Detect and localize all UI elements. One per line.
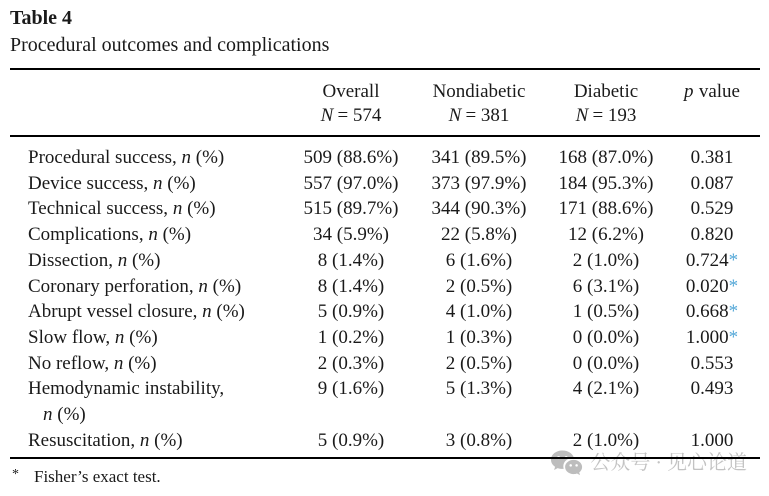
p-value: 0.668* (685, 301, 739, 323)
row-label-header (10, 69, 292, 136)
fisher-star-marker: * (728, 301, 739, 323)
p-value: 0.724* (685, 249, 739, 271)
column-header-diabetic: Diabetic N = 193 (548, 69, 664, 136)
column-header-nondiabetic: Nondiabetic N = 381 (410, 69, 548, 136)
table-row (10, 136, 760, 171)
overall-value: 557 (97.0%) (303, 172, 399, 194)
overall-value: 2 (0.3%) (317, 352, 385, 374)
diabetic-value: 0 (0.0%) (572, 352, 640, 374)
footnote-text: Fisher’s exact test. (34, 467, 161, 486)
p-value: 0.381 (690, 147, 734, 168)
nondiabetic-value: 341 (89.5%) (431, 147, 527, 168)
fisher-star-marker: * (728, 275, 739, 297)
row-label: Hemodynamic instability, n (%) (28, 378, 225, 426)
nondiabetic-value: 1 (0.3%) (445, 326, 513, 348)
fisher-star-marker: * (728, 326, 739, 348)
footnote-marker: * (12, 467, 19, 482)
diabetic-value: 1 (0.5%) (572, 301, 640, 323)
p-value: 0.553 (690, 352, 734, 374)
table-body (10, 136, 760, 458)
diabetic-value: 0 (0.0%) (572, 326, 640, 348)
diabetic-value: 184 (95.3%) (558, 172, 654, 194)
overall-value: 8 (1.4%) (317, 249, 385, 271)
overall-value: 5 (0.9%) (317, 429, 385, 451)
table-row (10, 171, 760, 197)
table-row (10, 196, 760, 222)
nondiabetic-value: 22 (5.8%) (441, 224, 517, 246)
column-header-overall: Overall N = 574 (292, 69, 410, 136)
nondiabetic-value: 2 (0.5%) (445, 275, 513, 297)
overall-value: 34 (5.9%) (313, 224, 389, 246)
row-label: Technical success, n (%) (28, 198, 216, 220)
p-value: 0.087 (690, 172, 734, 194)
nondiabetic-value: 4 (1.0%) (445, 301, 513, 323)
table-row (10, 222, 760, 248)
row-label: Abrupt vessel closure, n (%) (28, 301, 245, 323)
diabetic-value: 12 (6.2%) (568, 224, 644, 246)
footnote (12, 463, 161, 489)
nondiabetic-value: 373 (97.9%) (431, 172, 527, 194)
table-row (10, 299, 760, 325)
table-row (10, 248, 760, 274)
row-label: Device success, n (%) (28, 172, 196, 194)
row-label: Slow flow, n (%) (28, 326, 158, 348)
diabetic-value: 168 (87.0%) (558, 147, 654, 168)
p-value: 0.020* (685, 275, 739, 297)
nondiabetic-value: 344 (90.3%) (431, 198, 527, 220)
p-value: 0.529 (690, 198, 734, 220)
diabetic-value: 6 (3.1%) (572, 275, 640, 297)
nondiabetic-value: 3 (0.8%) (445, 429, 513, 451)
nondiabetic-value: 6 (1.6%) (445, 249, 513, 271)
table-row (10, 351, 760, 377)
overall-value: 509 (88.6%) (303, 147, 399, 168)
column-header-pvalue: p value (664, 69, 760, 136)
overall-value: 9 (1.6%) (317, 378, 385, 400)
diabetic-value: 171 (88.6%) (558, 198, 654, 220)
diabetic-value: 2 (1.0%) (572, 249, 640, 271)
table-row (10, 428, 760, 459)
row-label: Dissection, n (%) (28, 249, 161, 271)
table-number: Table 4 (10, 7, 73, 29)
table-caption: Procedural outcomes and complications (10, 34, 330, 56)
p-value: 0.820 (690, 224, 734, 246)
overall-value: 5 (0.9%) (317, 301, 385, 323)
overall-value: 1 (0.2%) (317, 326, 385, 348)
p-value: 1.000 (690, 429, 734, 451)
watermark-text: 公众号 · 见心论道 (590, 452, 747, 474)
header-row (10, 69, 760, 136)
nondiabetic-value: 5 (1.3%) (445, 378, 513, 400)
table-row (10, 274, 760, 300)
diabetic-value: 4 (2.1%) (572, 378, 640, 400)
diabetic-value: 2 (1.0%) (572, 429, 640, 451)
table-row (10, 376, 760, 427)
nondiabetic-value: 2 (0.5%) (445, 352, 513, 374)
row-label: Resuscitation, n (%) (28, 429, 183, 451)
row-label: Complications, n (%) (28, 224, 192, 246)
overall-value: 515 (89.7%) (303, 198, 399, 220)
row-label: Procedural success, n (%) (28, 147, 225, 168)
row-label: Coronary perforation, n (%) (28, 275, 242, 297)
row-label: No reflow, n (%) (28, 352, 157, 374)
outcomes-table (10, 68, 760, 459)
p-value: 1.000* (685, 326, 739, 348)
table-row (10, 325, 760, 351)
p-value: 0.493 (690, 378, 734, 400)
overall-value: 8 (1.4%) (317, 275, 385, 297)
fisher-star-marker: * (728, 249, 739, 271)
